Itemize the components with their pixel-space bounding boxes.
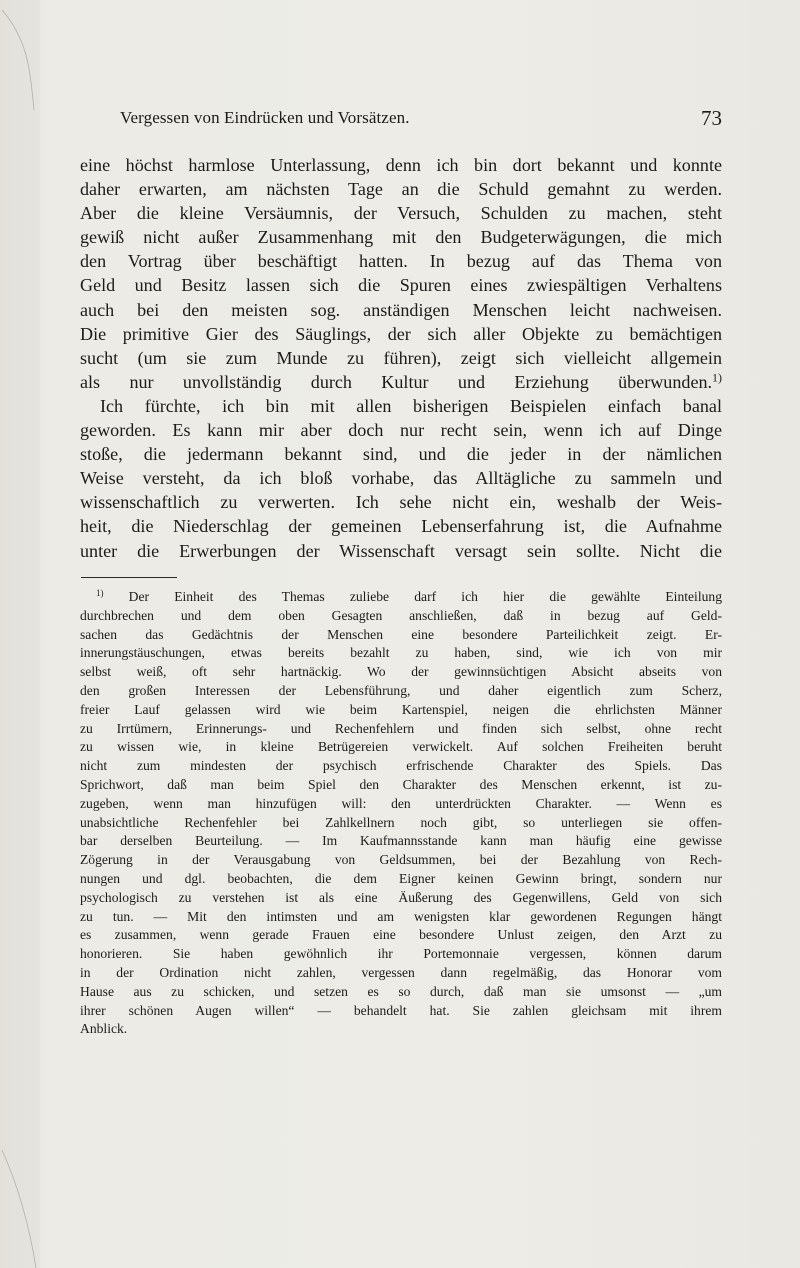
footnote-marker: 1) bbox=[96, 588, 104, 599]
footnote-line: zu tun. — Mit den intimsten und am wenigsten klar gewordenen Regungen hängt bbox=[80, 908, 722, 924]
footnote-line: zu Irrtümern, Erinnerungs- und Rechenfehlern und finden sich selbst, ohne recht bbox=[80, 720, 722, 736]
text-fragment: als nur unvollständig durch Kultur und Erziehung überwunden. bbox=[80, 371, 713, 392]
text-fragment: Der Einheit des Themas zuliebe darf ich hier die gewählte Einteilung bbox=[128, 589, 722, 604]
footnote-line: zugeben, wenn man hinzufügen will: den unterdrückten Charakter. — Wenn es bbox=[80, 795, 722, 811]
footnote-line: ihrer schönen Augen willen“ — behandelt hat. Sie zahlen gleichsam mit ihrem bbox=[80, 1002, 722, 1018]
footnote-line: bar derselben Beurteilung. — Im Kaufmannsstande kann man häufig eine gewisse bbox=[80, 833, 722, 849]
running-title: Vergessen von Eindrücken und Vorsätzen. bbox=[120, 108, 410, 127]
footnote-reference: 1) bbox=[712, 370, 722, 385]
text-line: unter die Erwerbungen der Wissenschaft versagt sein sollte. Nicht die bbox=[80, 540, 722, 561]
text-line: Weise versteht, da ich bloß vorhabe, das Alltägliche zu sammeln und bbox=[80, 468, 722, 489]
footnote-line: sachen das Gedächtnis der Menschen eine besondere Parteilichkeit zeigt. Er- bbox=[80, 626, 722, 642]
footnote-line: in der Ordination nicht zahlen, vergessen dann regelmäßig, das Honorar vom bbox=[80, 964, 722, 980]
paragraph-first-line: Ich fürchte, ich bin mit allen bisherigen Beispielen einfach banal bbox=[100, 395, 722, 416]
text-line: geworden. Es kann mir aber doch nur recht sein, wenn ich auf Dinge bbox=[80, 420, 722, 441]
text-line: daher erwarten, am nächsten Tage an die Schuld gemahnt zu werden. bbox=[80, 179, 722, 200]
footnote-line: Hause aus zu schicken, und setzen es so durch, daß man sie umsonst — „um bbox=[80, 983, 722, 999]
footnote-line: unabsichtliche Rechenfehler bei Zahlkellnern noch gibt, so unterliegen sie offen- bbox=[80, 814, 722, 830]
footnote-line: nicht zum mindesten der psychisch erfrischende Charakter des Spiels. Das bbox=[80, 758, 722, 774]
footnote-line: innerungstäuschungen, etwas bereits bezahlt zu haben, sind, wie ich von mir bbox=[80, 645, 722, 661]
text-line-with-footnote-ref bbox=[80, 370, 722, 394]
footnote-line: Zögerung in der Verausgabung von Geldsummen, bei der Bezahlung von Rech- bbox=[80, 852, 722, 868]
body-text bbox=[80, 153, 722, 563]
text-line: auch bei den meisten sog. anständigen Menschen leicht nachweisen. bbox=[80, 299, 722, 320]
footnote-line: freier Lauf gelassen wird wie beim Kartenspiel, neigen die ehrlichsten Männer bbox=[80, 701, 722, 717]
footnote-line: honorieren. Sie haben gewöhnlich ihr Portemonnaie vergessen, können darum bbox=[80, 946, 722, 962]
page-header bbox=[80, 108, 722, 134]
text-line: sucht (um sie zum Munde zu führen), zeigt sich vielleicht allgemein bbox=[80, 347, 722, 368]
text-line: gewiß nicht außer Zusammenhang mit den Budgeterwägungen, die mich bbox=[80, 227, 722, 248]
text-line: Aber die kleine Versäumnis, der Versuch, Schulden zu machen, steht bbox=[80, 203, 722, 224]
footnote-line: selbst weiß, oft sehr hartnäckig. Wo der gewinnsüchtigen Absicht abseits von bbox=[80, 664, 722, 680]
text-line: den Vortrag über beschäftigt hatten. In bezug auf das Thema von bbox=[80, 251, 722, 272]
text-line: eine höchst harmlose Unterlassung, denn ich bin dort bekannt und konnte bbox=[80, 155, 722, 175]
page-fold-shadow bbox=[0, 0, 40, 1268]
footnote-line: durchbrechen und dem oben Gesagten anschließen, daß in bezug auf Geld- bbox=[80, 607, 722, 623]
footnote-line: zu wissen wie, in kleine Betrügereien verwickelt. Auf solchen Freiheiten beruht bbox=[80, 739, 722, 755]
text-line: Geld und Besitz lassen sich die Spuren eines zwiespältigen Verhaltens bbox=[80, 275, 722, 296]
footnote-line: psychologisch zu verstehen ist als eine Äußerung des Gegenwillens, Geld von sich bbox=[80, 889, 722, 905]
page-number: 73 bbox=[701, 106, 722, 130]
text-line: heit, die Niederschlag der gemeinen Lebenserfahrung ist, die Aufnahme bbox=[80, 516, 722, 537]
footnote-line: nungen und dgl. beobachten, die dem Eigner keinen Gewinn bringt, sondern nur bbox=[80, 870, 722, 886]
footnote bbox=[80, 588, 722, 1039]
text-line: wissenschaftlich zu verwerten. Ich sehe nicht ein, weshalb der Weis- bbox=[80, 492, 722, 513]
footnote-line: es zusammen, wenn gerade Frauen eine besondere Unlust zeigen, den Arzt zu bbox=[80, 927, 722, 943]
text-line: stoße, die jedermann bekannt sind, und die jeder in der nämlichen bbox=[80, 444, 722, 465]
footnote-line: Sprichwort, daß man beim Spiel den Charakter des Menschen erkennt, ist zu- bbox=[80, 776, 722, 792]
text-line: Die primitive Gier des Säuglings, der sich aller Objekte zu bemächtigen bbox=[80, 323, 722, 344]
footnote-last-line: Anblick. bbox=[80, 1021, 128, 1037]
footnote-line: den großen Interessen der Lebensführung, und daher eigentlich zum Scherz, bbox=[80, 682, 722, 698]
footnote-divider bbox=[81, 577, 177, 578]
footnote-first-line bbox=[80, 588, 722, 607]
